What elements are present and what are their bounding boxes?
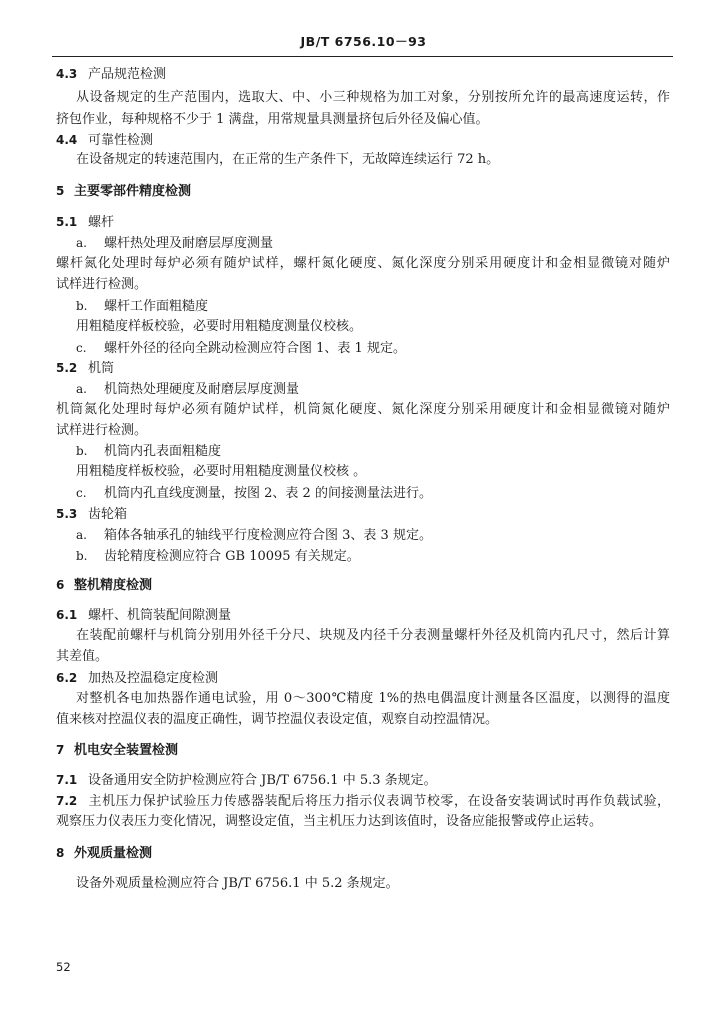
clause-text: 箱体各轴承孔的轴线平行度检测应符合图 3、表 3 规定。 [104,528,432,543]
list-item [76,548,360,565]
clause-text: 齿轮箱 [88,507,128,522]
clause-text: 产品规范检测 [88,67,167,82]
clause-number: a. [76,382,87,396]
list-item [76,485,432,502]
clause-text: 机筒氮化处理时每炉必须有随炉试样，机筒氮化硬度、氮化深度分别采用硬度计和金相显微镜对随炉 [56,402,670,417]
paragraph-line [76,319,362,335]
clause-text: 螺杆工作面粗糙度 [104,299,209,314]
clause-heading [56,132,153,149]
clause-text: 螺杆外径的径向全跳动检测应符合图 1、表 1 规定。 [104,341,406,356]
clause-text: 螺杆 [88,215,115,230]
clause-text: 用粗糙度样板校验，必要时用粗糙度测量仪校核。 [76,319,363,334]
clause-text: 整机精度检测 [74,578,153,593]
section-heading [56,577,152,594]
clause-number: a. [76,236,87,250]
clause-heading [56,66,166,83]
clause-text: 设备通用安全防护检测应符合 JB/T 6756.1 中 5.3 条规定。 [88,773,437,788]
clause-text: 螺杆热处理及耐磨层厚度测量 [104,236,274,251]
clause-text: 可靠性检测 [88,133,154,148]
section-heading [56,742,178,759]
clause-number: b. [76,549,88,563]
clause-heading [56,506,127,523]
clause-text: 对整机各电加热器作通电试验，用 0～300℃精度 1%的热电偶温度计测量各区温度，以测得的温度 [76,691,670,706]
clause-text: 挤包作业，每种规格不少于 1 满盘，用常规量具测量挤包后外径及偏心值。 [56,112,489,127]
paragraph-line [76,90,670,106]
paragraph-line [56,712,498,728]
paragraph-line [56,423,147,439]
page-number: 52 [56,960,71,974]
clause-text: 观察压力仪表压力变化情况，调整设定值，当主机压力达到该值时，设备应能报警或停止运转。 [56,814,603,829]
list-item [76,298,208,315]
list-item [76,340,406,357]
clause-text: 机筒 [88,361,115,376]
clause-number: b. [76,444,88,458]
clause-number: b. [76,299,88,313]
doc-number-header: JB/T 6756.10－93 [300,34,427,49]
clause-heading [56,670,218,687]
clause-number: 7 [56,743,65,757]
clause-text: 在设备规定的转速范围内，在正常的生产条件下，无故障连续运行 72 h。 [76,152,500,167]
paragraph-line [76,152,499,168]
section-heading [56,845,152,862]
clause-heading [56,607,231,624]
clause-number: 5.1 [56,215,78,229]
clause-number: 6.2 [56,671,78,685]
paragraph-line [56,402,670,418]
clause-heading [56,360,114,377]
clause-text: 螺杆、机筒装配间隙测量 [88,608,232,623]
clause-text: 从设备规定的生产范围内，选取大、中、小三种规格为加工对象，分别按所允许的最高速度运转，作 [76,90,670,105]
clause-number: 7.1 [56,773,78,787]
paragraph-line [76,628,670,644]
clause-heading [56,772,437,789]
clause-heading [56,214,114,231]
clause-text: 试样进行检测。 [56,423,148,438]
clause-text: 加热及控温稳定度检测 [88,671,219,686]
clause-text: 外观质量检测 [74,846,153,861]
clause-number: 5.3 [56,507,78,521]
paragraph-line [76,691,670,707]
clause-text: 其差值。 [56,649,109,664]
clause-number: 8 [56,846,65,860]
clause-number: 5 [56,184,65,198]
clause-text: 齿轮精度检测应符合 GB 10095 有关规定。 [104,549,360,564]
clause-number: c. [76,486,87,500]
clause-heading [56,793,670,810]
paragraph-line [76,464,366,480]
clause-text: 机筒热处理硬度及耐磨层厚度测量 [104,382,300,397]
clause-text: 机筒内孔直线度测量，按图 2、表 2 的间接测量法进行。 [104,486,432,501]
clause-text: 试样进行检测。 [56,277,148,292]
clause-text: 设备外观质量检测应符合 JB/T 6756.1 中 5.2 条规定。 [76,876,399,891]
clause-text: 主要零部件精度检测 [74,184,192,199]
list-item [76,381,299,398]
list-item [76,235,273,252]
clause-text: 主机压力保护试验压力传感器装配后将压力指示仪表调节校零，在设备安装调试时再作负载试验， [88,794,670,809]
clause-number: 5.2 [56,361,78,375]
paragraph-line [56,814,602,830]
paragraph-line [56,649,108,665]
clause-number: 6.1 [56,608,78,622]
section-heading [56,183,191,200]
paragraph-line [56,112,489,128]
paragraph-line [76,876,399,892]
clause-text: 在装配前螺杆与机筒分别用外径千分尺、块规及内径千分表测量螺杆外径及机筒内孔尺寸，然后计算 [76,628,670,643]
clause-text: 机电安全装置检测 [74,743,179,758]
clause-text: 值来核对控温仪表的温度正确性，调节控温仪表设定值，观察自动控温情况。 [56,712,499,727]
clause-number: a. [76,528,87,542]
clause-text: 机筒内孔表面粗糙度 [104,444,222,459]
clause-text: 用粗糙度样板校验，必要时用粗糙度测量仪校核 。 [76,464,367,479]
clause-number: c. [76,341,87,355]
paragraph-line [56,277,147,293]
clause-number: 4.4 [56,133,78,147]
list-item [76,527,432,544]
paragraph-line [56,256,670,272]
clause-number: 4.3 [56,67,78,81]
clause-text: 螺杆氮化处理时每炉必须有随炉试样，螺杆氮化硬度、氮化深度分别采用硬度计和金相显微镜对随炉 [56,256,670,271]
clause-number: 7.2 [56,794,78,808]
clause-number: 6 [56,578,65,592]
list-item [76,443,221,460]
